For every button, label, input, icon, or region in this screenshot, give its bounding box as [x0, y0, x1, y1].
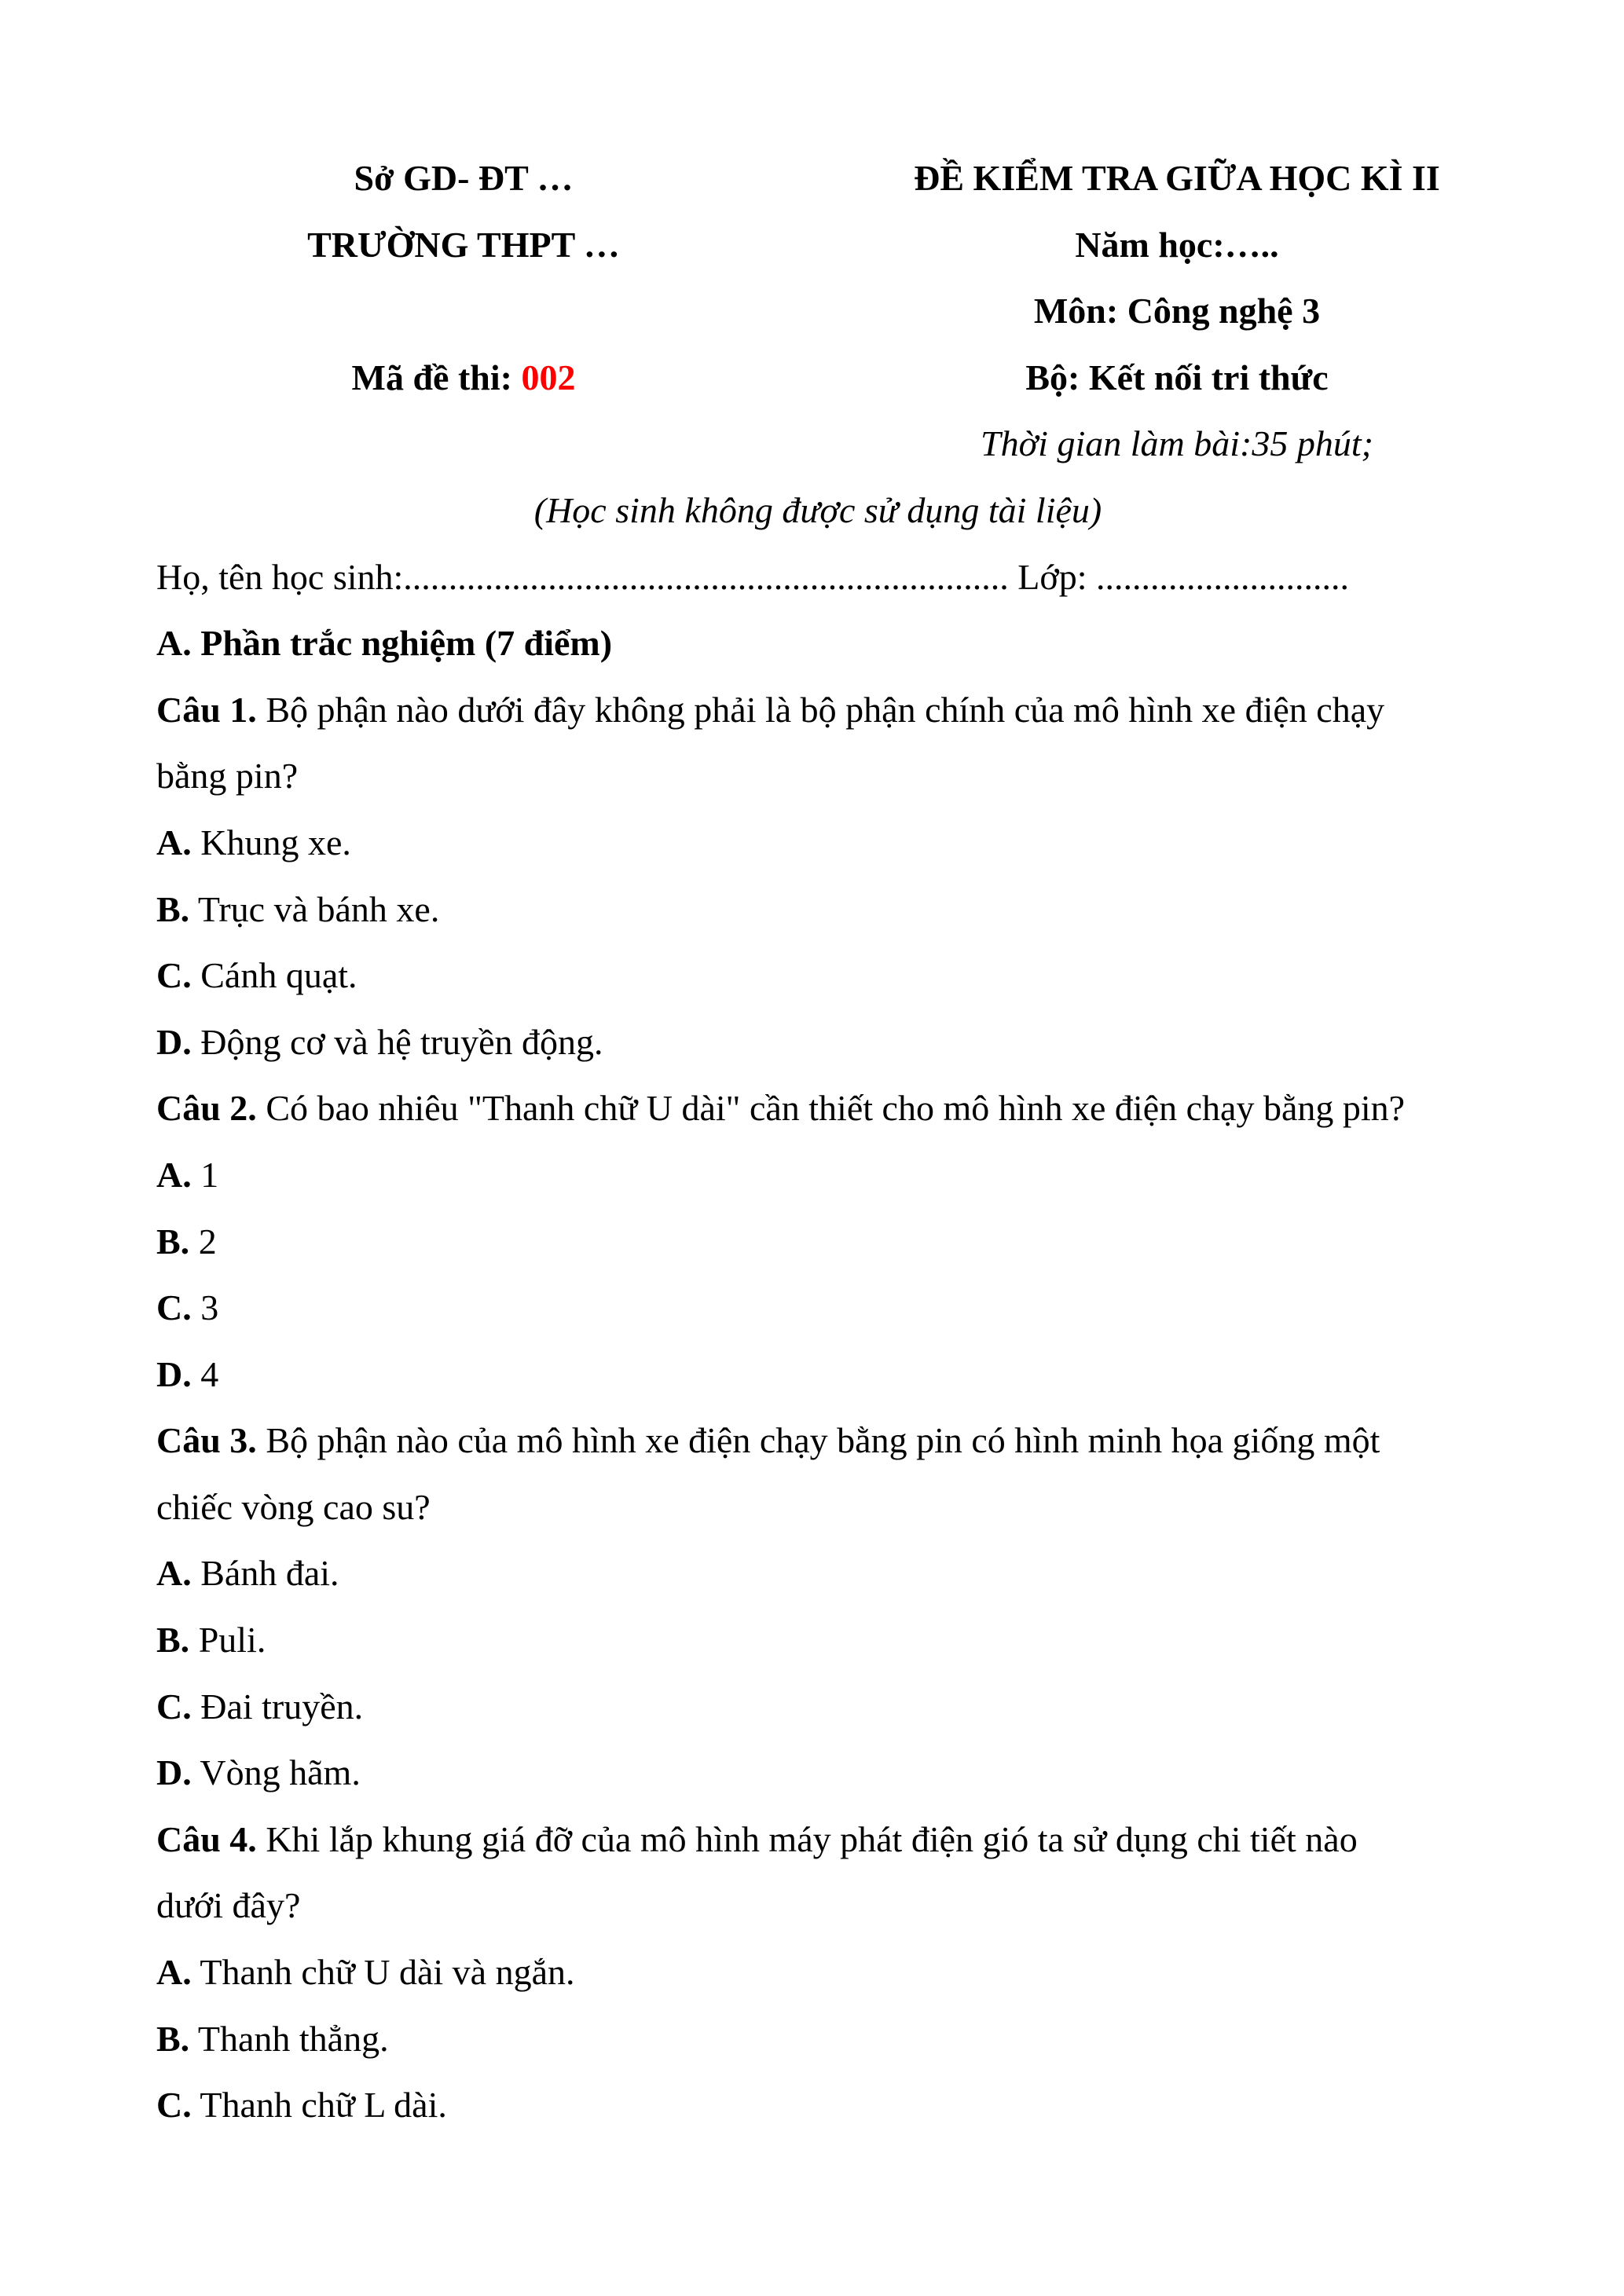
option-text: Puli.: [189, 1620, 266, 1661]
answer-option[interactable]: [0, 1275, 1624, 1342]
answer-option[interactable]: [0, 1142, 1624, 1209]
section-title: A. Phần trắc nghiệm (7 điểm): [156, 623, 613, 664]
school-year: Năm học:…..: [1075, 224, 1279, 265]
option-text: Thanh chữ L dài.: [191, 2085, 447, 2126]
exam-page: [0, 145, 1624, 2139]
answer-option[interactable]: [0, 1342, 1624, 1408]
question-text-continued: dưới đây?: [156, 1885, 301, 1926]
option-key: A.: [156, 822, 192, 862]
question-text: Bộ phận nào của mô hình xe điện chạy bằng pin có hình minh họa giống một: [256, 1420, 1380, 1461]
option-key: C.: [156, 1686, 192, 1727]
option-key: A.: [156, 1553, 192, 1594]
answer-option[interactable]: [0, 810, 1624, 877]
option-key: B.: [156, 888, 190, 929]
option-text: Trục và bánh xe.: [189, 888, 440, 929]
question-label: Câu 1.: [156, 689, 257, 730]
question-1: [0, 677, 1624, 744]
option-text: Thanh thẳng.: [189, 2018, 389, 2059]
option-key: C.: [156, 1287, 192, 1328]
option-text: Bánh đai.: [191, 1553, 339, 1594]
question-label: Câu 4.: [156, 1818, 257, 1859]
question-text: Có bao nhiêu "Thanh chữ U dài" cần thiết cho mô hình xe điện chạy bằng pin?: [256, 1088, 1406, 1129]
question-label: Câu 2.: [156, 1088, 257, 1129]
answer-option[interactable]: [0, 943, 1624, 1009]
option-text: Thanh chữ U dài và ngắn.: [191, 1952, 575, 1993]
option-text: Cánh quạt.: [191, 955, 357, 996]
answer-option[interactable]: [0, 1209, 1624, 1276]
option-text: 2: [189, 1221, 217, 1262]
option-key: B.: [156, 1221, 190, 1262]
subject: Môn: Công nghệ 3: [1033, 291, 1321, 331]
question-list: [0, 677, 1624, 2139]
option-key: A.: [156, 1154, 192, 1195]
question-3: [0, 1408, 1624, 1474]
exam-note: (Học sinh không được sử dụng tài liệu): [533, 489, 1102, 530]
answer-option[interactable]: [0, 877, 1624, 943]
question-4: [0, 1807, 1624, 1873]
exam-code-value: 002: [521, 357, 576, 397]
question-text: Khi lắp khung giá đỡ của mô hình máy phát điện gió ta sử dụng chi tiết nào: [256, 1818, 1358, 1859]
answer-option[interactable]: [0, 2006, 1624, 2073]
exam-title: ĐỀ KIỂM TRA GIỮA HỌC KÌ II: [914, 158, 1440, 198]
duration: Thời gian làm bài:35 phút;: [981, 423, 1373, 464]
answer-option[interactable]: [0, 1009, 1624, 1076]
textbook-series: Bộ: Kết nối tri thức: [1025, 357, 1329, 397]
answer-option[interactable]: [0, 1939, 1624, 2006]
header-row-1: [0, 145, 1624, 212]
option-text: Vòng hãm.: [191, 1752, 361, 1793]
answer-option[interactable]: [0, 1607, 1624, 1674]
answer-option[interactable]: [0, 1740, 1624, 1807]
header-row-5: [0, 411, 1624, 478]
option-key: A.: [156, 1952, 192, 1993]
option-key: C.: [156, 2085, 192, 2126]
exam-code: [306, 345, 621, 412]
question-label: Câu 3.: [156, 1420, 257, 1461]
department: Sở GD- ĐT …: [354, 158, 574, 198]
header-row-3: [0, 278, 1624, 345]
question-text-continued: chiếc vòng cao su?: [156, 1486, 431, 1527]
option-key: D.: [156, 1021, 192, 1062]
exam-code-label: Mã đề thi:: [351, 357, 512, 397]
option-key: B.: [156, 2018, 190, 2059]
option-key: D.: [156, 1353, 192, 1394]
option-key: D.: [156, 1752, 192, 1793]
option-text: Động cơ và hệ truyền động.: [191, 1021, 603, 1062]
question-text-continued: bằng pin?: [156, 756, 299, 796]
option-text: 4: [191, 1353, 219, 1394]
option-text: Đai truyền.: [191, 1686, 364, 1727]
option-text: Khung xe.: [191, 822, 351, 862]
question-text: Bộ phận nào dưới đây không phải là bộ phận chính của mô hình xe điện chạy: [256, 689, 1385, 730]
student-info-line: Họ, tên học sinh:................................................................... Lớp: ............................: [156, 556, 1349, 597]
header-row-2: [0, 212, 1624, 279]
answer-option[interactable]: [0, 1540, 1624, 1607]
answer-option[interactable]: [0, 1674, 1624, 1741]
school-name: TRƯỜNG THPT …: [307, 224, 620, 265]
option-text: 3: [191, 1287, 219, 1328]
answer-option[interactable]: [0, 2072, 1624, 2139]
option-key: C.: [156, 955, 192, 996]
question-2: [0, 1075, 1624, 1142]
header-row-4: [0, 345, 1624, 412]
option-key: B.: [156, 1620, 190, 1661]
option-text: 1: [191, 1154, 219, 1195]
